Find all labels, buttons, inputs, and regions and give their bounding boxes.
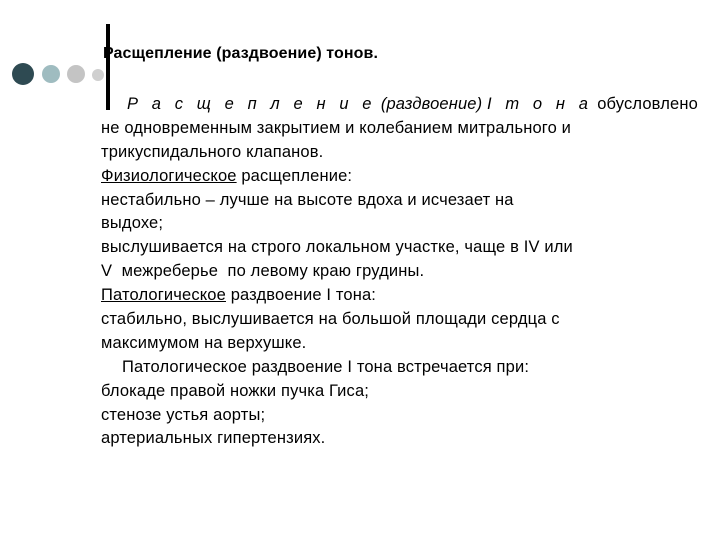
heading-pathological: Патологическое (101, 286, 226, 305)
heading-physiological: Физиологическое (101, 166, 237, 185)
text-line-6: выдохе; (101, 214, 164, 233)
text-line-4-rest: расщепление: (236, 166, 353, 185)
text-line-12: Патологическое раздвоение I тона встречается при: (122, 357, 530, 376)
text-line-1-rest: обусловлено (592, 95, 698, 113)
text-line-1 (101, 93, 698, 117)
decorative-dot-light (92, 69, 104, 81)
text-line-11: максимумом на верхушке. (101, 333, 307, 352)
text-line-7: выслушивается на строго локальном участке, чаще в IV или (101, 238, 573, 257)
text-line-4 (101, 165, 681, 189)
term-splitting: Р а с щ е п л е н и е (127, 95, 377, 113)
text-line-9-rest: раздвоение I тона: (225, 286, 377, 305)
text-line-8: V межреберье по левому краю грудины. (101, 262, 425, 281)
decorative-dot-teal (42, 65, 60, 83)
text-line-5: нестабильно – лучше на высоте вдоха и исчезает на (101, 190, 514, 209)
text-line-10: стабильно, выслушивается на большой площади сердца с (101, 310, 560, 329)
decorative-dot-dark (12, 63, 34, 85)
text-line-3: трикуспидального клапанов. (101, 142, 324, 161)
text-line-15: артериальных гипертензиях. (101, 429, 326, 448)
text-line-9 (101, 284, 681, 308)
text-line-2: не одновременным закрытием и колебанием митрального и (101, 118, 572, 137)
slide-body (101, 93, 698, 451)
decorative-dot-gray (67, 65, 85, 83)
text-line-13: блокаде правой ножки пучка Гиса; (101, 381, 370, 400)
term-first-tone: I т о н а (486, 95, 593, 113)
term-doubling: (раздвоение) (376, 95, 487, 113)
slide-title: Расщепление (раздвоение) тонов. (103, 45, 379, 62)
text-line-14: стенозе устья аорты; (101, 405, 266, 424)
